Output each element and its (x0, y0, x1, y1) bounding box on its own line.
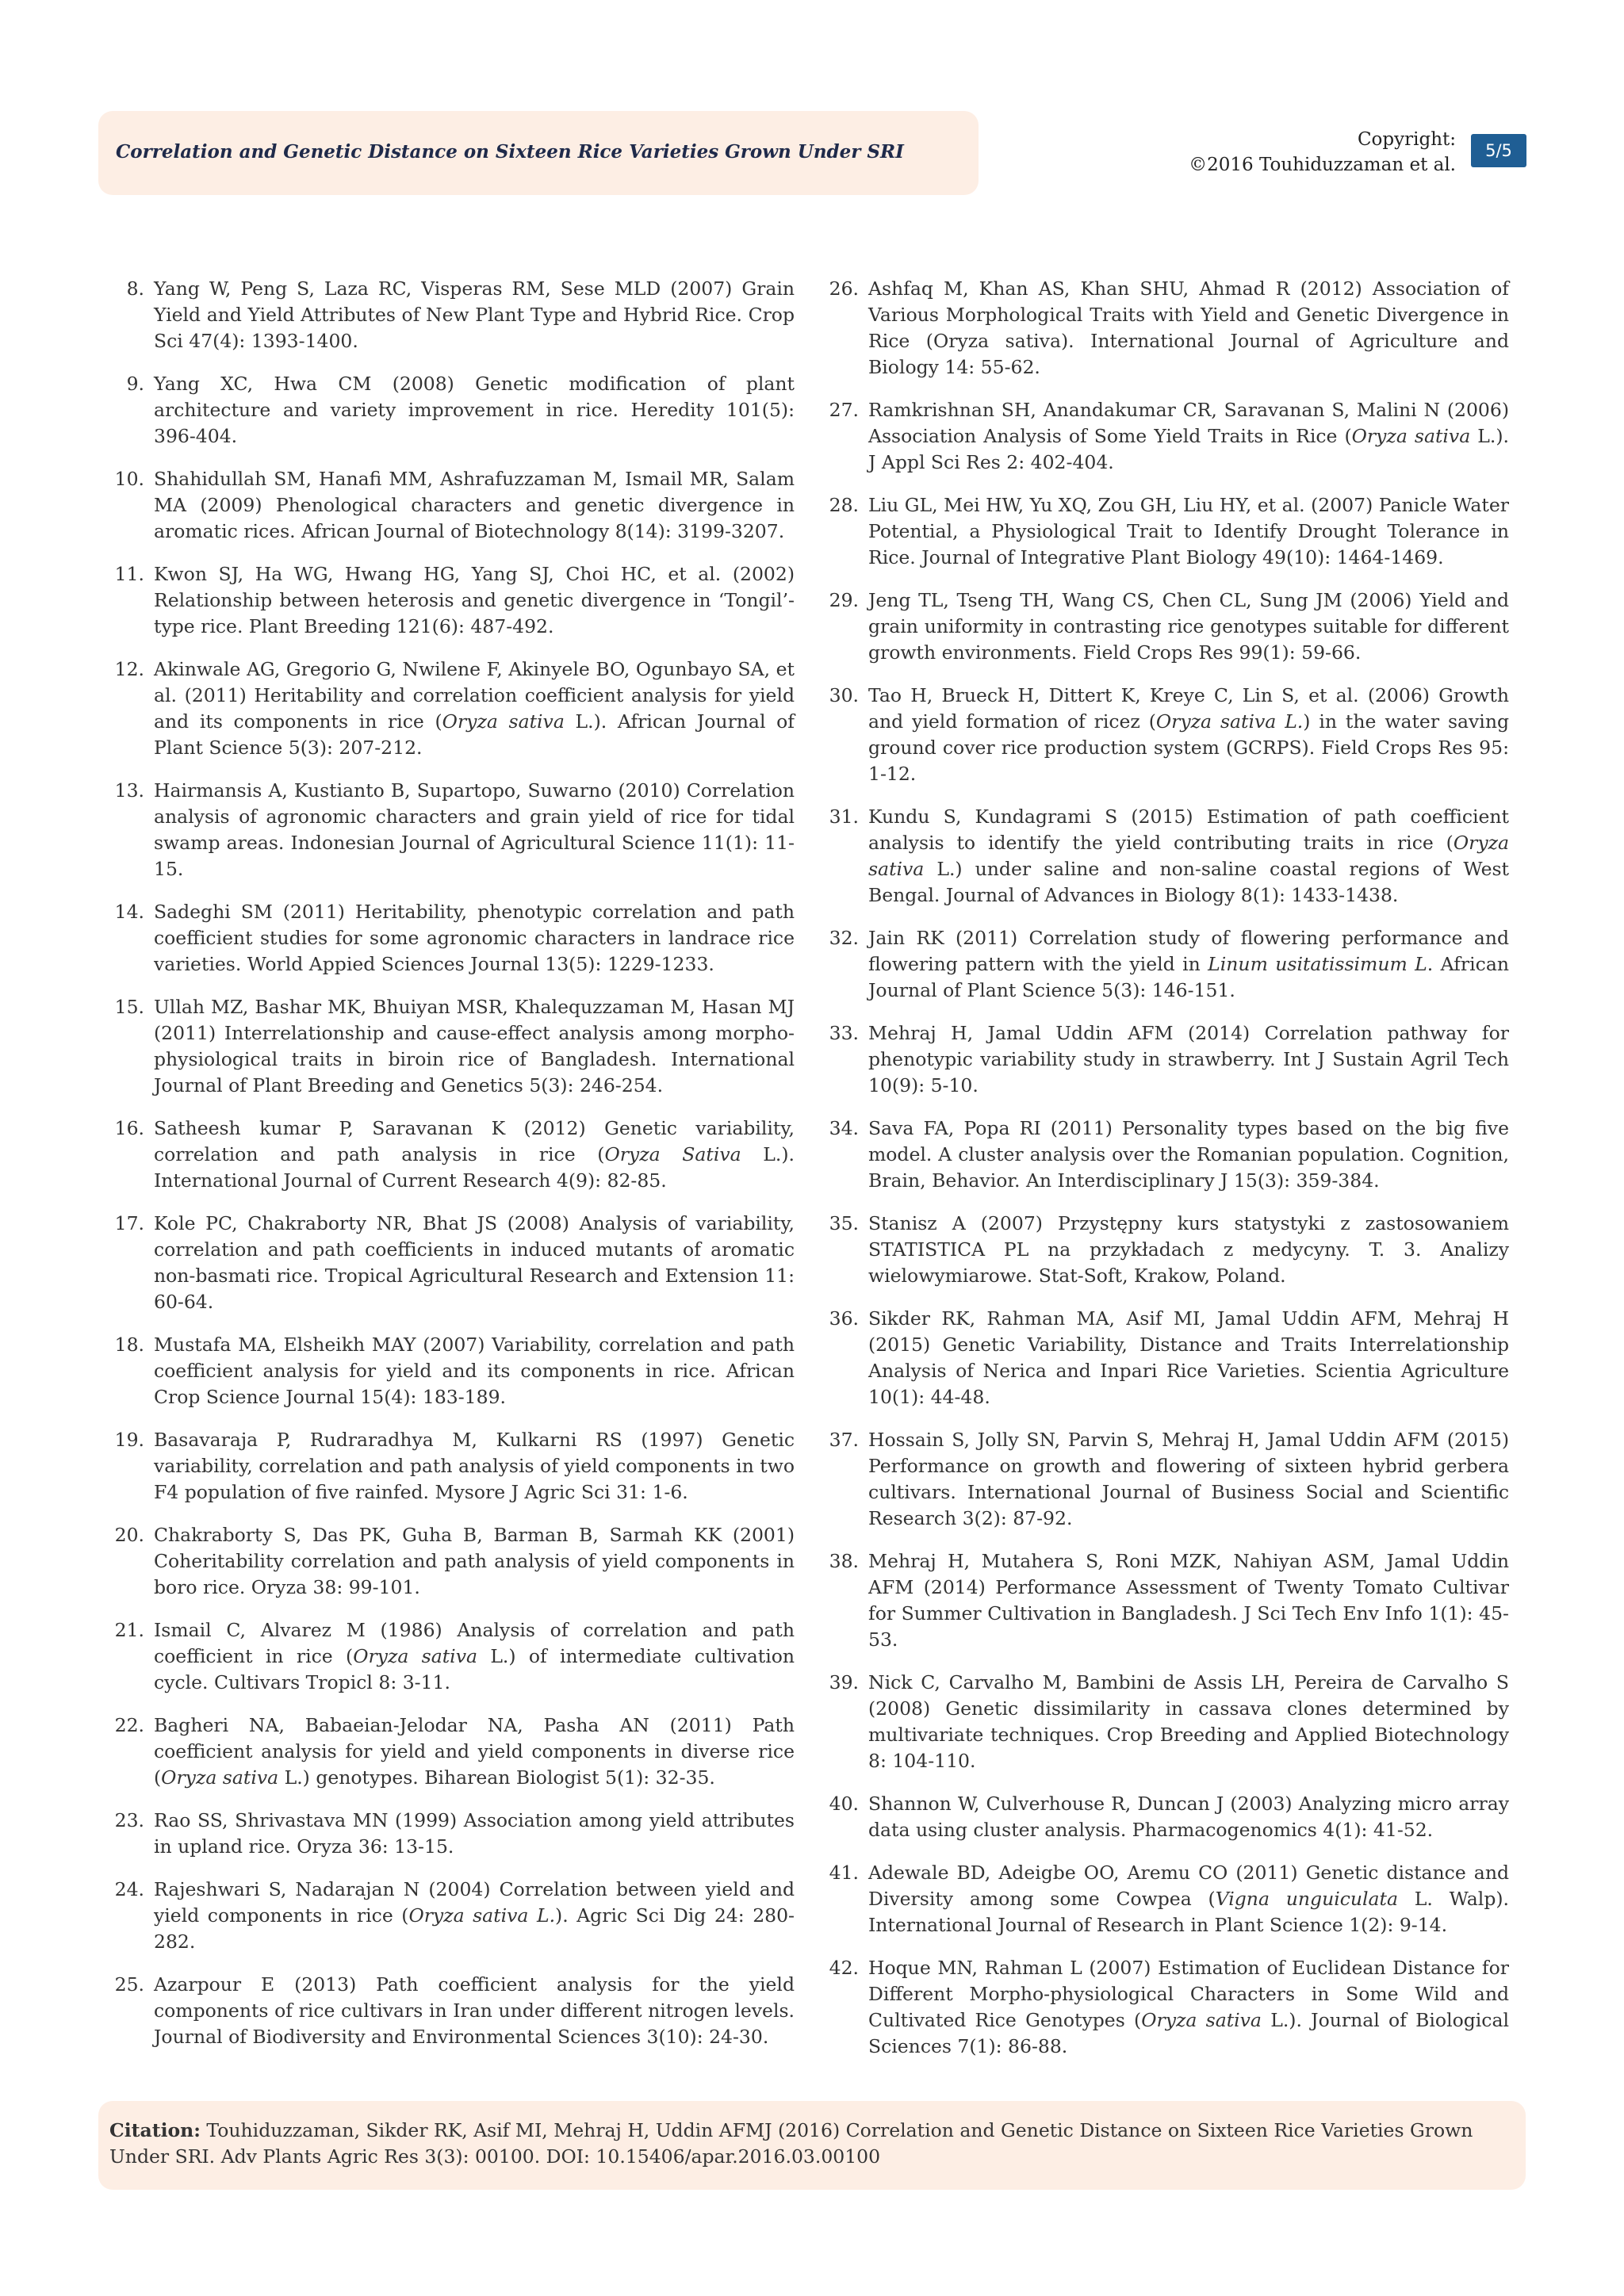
reference-text (154, 1617, 795, 1696)
reference-text-segment: ) in the water saving ground cover rice production system (GCRPS). Field Crops Res 95: 1-12. (868, 710, 1510, 785)
reference-text (154, 371, 795, 450)
reference-item (113, 899, 795, 978)
reference-text (154, 276, 795, 354)
reference-text (154, 1712, 795, 1791)
reference-text (868, 1427, 1509, 1532)
reference-number: 11. (114, 563, 144, 585)
reference-number: 42. (829, 1957, 859, 1979)
reference-text (154, 1427, 795, 1506)
reference-text (868, 1548, 1509, 1653)
reference-item (827, 1211, 1509, 1289)
reference-text (868, 492, 1509, 571)
reference-text (868, 1955, 1509, 2060)
reference-text (154, 1808, 795, 1860)
reference-text-segment: Kundu S, Kundagrami S (2015) Estimation of path coefficient analysis to identify the yield contributing traits in rice ( (868, 806, 1509, 854)
reference-item (827, 276, 1509, 381)
species-name: Oryza sativa (1351, 425, 1471, 447)
reference-text (154, 1211, 795, 1315)
reference-item (113, 371, 795, 450)
reference-number: 12. (114, 658, 144, 680)
reference-text (868, 276, 1509, 381)
copyright-label: Copyright: (1357, 129, 1456, 150)
reference-item (827, 1670, 1509, 1774)
reference-number: 19. (114, 1429, 144, 1451)
reference-number: 41. (829, 1862, 859, 1884)
reference-text-segment: L.) under saline and non-saline coastal regions of West Bengal. Journal of Advances in Biology 8(1): 1433-1438. (868, 858, 1509, 906)
reference-item (827, 1115, 1509, 1194)
reference-item (827, 1306, 1509, 1410)
reference-text (154, 994, 795, 1099)
reference-number: 23. (114, 1809, 144, 1831)
reference-item (113, 1877, 795, 1955)
reference-text (868, 1115, 1509, 1194)
reference-text (868, 925, 1509, 1004)
reference-item (113, 1712, 795, 1791)
reference-number: 37. (829, 1429, 859, 1451)
reference-text-segment: L.). J Appl Sci Res 2: 402-404. (868, 425, 1509, 473)
reference-text-segment: L.). Journal of Biological Sciences 7(1): 86-88. (868, 2009, 1509, 2057)
reference-text-segment: . African Journal of Plant Science 5(3): 146-151. (868, 953, 1509, 1001)
reference-text (868, 1670, 1509, 1774)
reference-item (827, 1548, 1509, 1653)
reference-text-segment: Azarpour E (2013) Path coefficient analysis for the yield components of rice cultivars in Iran under different nitrogen levels. Journal of Biodiversity and Environmental Sciences 3(10): 24-30. (154, 1973, 795, 2048)
reference-number: 13. (114, 779, 144, 802)
reference-text-segment: Mehraj H, Mutahera S, Roni MZK, Nahiyan ASM, Jamal Uddin AFM (2014) Performance Assessment of Twenty Tomato Cultivar for Summer Cultivation in Bangladesh. J Sci Tech Env Info 1(1): 45-53. (868, 1550, 1509, 1651)
reference-item (827, 683, 1509, 787)
reference-text-segment: Kwon SJ, Ha WG, Hwang HG, Yang SJ, Choi HC, et al. (2002) Relationship between heterosis and genetic divergence in ‘Tongil’-type rice. Plant Breeding 121(6): 487-492. (154, 563, 795, 637)
species-name: Oryza sativa (868, 832, 1509, 880)
reference-text (154, 899, 795, 978)
reference-text-segment: L.) of intermediate cultivation cycle. Cultivars Tropicl 8: 3-11. (154, 1645, 795, 1693)
reference-text (868, 1860, 1509, 1938)
reference-number: 36. (829, 1307, 859, 1330)
reference-item (827, 1791, 1509, 1843)
species-name: Oryza sativa (353, 1645, 477, 1667)
reference-text-segment: Hoque MN, Rahman L (2007) Estimation of Euclidean Distance for Different Morpho-physiological Characters in Some Wild and Cultivated Rice Genotypes ( (868, 1957, 1509, 2031)
species-name: Oryza sativa L. (408, 1904, 556, 1927)
reference-item (827, 1955, 1509, 2060)
reference-text-segment: Sikder RK, Rahman MA, Asif MI, Jamal Uddin AFM, Mehraj H (2015) Genetic Variability, Distance and Traits Interrelationship Analysis of Nerica and Inpari Rice Varieties. Scientia Agriculture 10(1): 44-48. (868, 1307, 1509, 1408)
reference-text-segment: Kole PC, Chakraborty NR, Bhat JS (2008) Analysis of variability, correlation and path coefficients in induced mutants of aromatic non-basmati rice. Tropical Agricultural Research and Extension 11: 60-64. (154, 1212, 795, 1313)
reference-text-segment: Hossain S, Jolly SN, Parvin S, Mehraj H, Jamal Uddin AFM (2015) Performance on growth and flowering of sixteen hybrid gerbera cultivars. International Journal of Business Social and Scientific Research 3(2): 87-92. (868, 1429, 1509, 1529)
species-name: Oryza sativa (1141, 2009, 1262, 2031)
citation-label: Citation: (109, 2119, 201, 2141)
reference-number: 32. (829, 927, 859, 949)
reference-number: 22. (114, 1714, 144, 1736)
reference-text-segment: Satheesh kumar P, Saravanan K (2012) Genetic variability, correlation and path analysis in rice ( (154, 1117, 795, 1165)
reference-number: 34. (829, 1117, 859, 1139)
reference-text-segment: Rao SS, Shrivastava MN (1999) Association among yield attributes in upland rice. Oryza 36: 13-15. (154, 1809, 795, 1858)
reference-text-segment: Ullah MZ, Bashar MK, Bhuiyan MSR, Khalequzzaman M, Hasan MJ (2011) Interrelationship and cause-effect analysis among morpho-physiological traits in biroin rice of Bangladesh. International Journal of Plant Breeding and Genetics 5(3): 246-254. (154, 996, 795, 1096)
reference-text-segment: Shannon W, Culverhouse R, Duncan J (2003) Analyzing micro array data using cluster analysis. Pharmacogenomics 4(1): 41-52. (868, 1793, 1509, 1841)
reference-text-segment: Hairmansis A, Kustianto B, Supartopo, Suwarno (2010) Correlation analysis of agronomic characters and grain yield of rice for tidal swamp areas. Indonesian Journal of Agricultural Science 11(1): 11-15. (154, 779, 795, 880)
reference-item (113, 1332, 795, 1410)
reference-number: 18. (114, 1334, 144, 1356)
reference-number: 8. (126, 277, 144, 300)
reference-number: 21. (114, 1619, 144, 1641)
reference-item (827, 1020, 1509, 1099)
reference-text (868, 587, 1509, 666)
reference-text (154, 561, 795, 640)
reference-text-segment: Chakraborty S, Das PK, Guha B, Barman B, Sarmah KK (2001) Coheritability correlation and path analysis of yield components in boro rice. Oryza 38: 99-101. (154, 1524, 795, 1598)
reference-item (113, 1972, 795, 2050)
reference-text-segment: Mustafa MA, Elsheikh MAY (2007) Variability, correlation and path coefficient analysis for yield and its components in rice. African Crop Science Journal 15(4): 183-189. (154, 1334, 795, 1408)
reference-number: 33. (829, 1022, 859, 1044)
copyright-block (1189, 127, 1456, 178)
reference-text (154, 778, 795, 882)
reference-number: 29. (829, 589, 859, 611)
reference-number: 16. (114, 1117, 144, 1139)
reference-text-segment: ). Agric Sci Dig 24: 280-282. (154, 1904, 795, 1953)
reference-text-segment: Adewale BD, Adeigbe OO, Aremu CO (2011) Genetic distance and Diversity among some Cowpea ( (868, 1862, 1509, 1910)
citation-box (98, 2101, 1526, 2190)
reference-item (113, 1808, 795, 1860)
header-banner (98, 111, 979, 195)
references-right-column (827, 276, 1509, 2076)
reference-item (827, 804, 1509, 909)
running-title: Correlation and Genetic Distance on Sixteen Rice Varieties Grown Under SRI (116, 141, 904, 163)
reference-item (827, 1427, 1509, 1532)
reference-item (113, 1427, 795, 1506)
reference-item (113, 1522, 795, 1601)
reference-text-segment: L. Walp). International Journal of Research in Plant Science 1(2): 9-14. (868, 1888, 1509, 1936)
reference-item (827, 397, 1509, 476)
species-name: Oryza Sativa (604, 1143, 741, 1165)
reference-item (113, 994, 795, 1099)
reference-text (154, 466, 795, 545)
reference-text-segment: Ramkrishnan SH, Anandakumar CR, Saravanan S, Malini N (2006) Association Analysis of Some Yield Traits in Rice ( (868, 399, 1509, 447)
reference-item (827, 492, 1509, 571)
reference-text (154, 1972, 795, 2050)
species-name: Oryza sativa L. (1155, 710, 1304, 733)
reference-item (113, 656, 795, 761)
reference-item (113, 276, 795, 354)
reference-text-segment: Tao H, Brueck H, Dittert K, Kreye C, Lin S, et al. (2006) Growth and yield formation of ricez ( (868, 684, 1509, 733)
reference-number: 27. (829, 399, 859, 421)
reference-number: 17. (114, 1212, 144, 1234)
reference-item (827, 925, 1509, 1004)
reference-item (827, 1860, 1509, 1938)
reference-text-segment: Mehraj H, Jamal Uddin AFM (2014) Correlation pathway for phenotypic variability study in strawberry. Int J Sustain Agril Tech 10(9): 5-10. (868, 1022, 1509, 1096)
reference-text (154, 1877, 795, 1955)
species-name: Oryza sativa (442, 710, 565, 733)
reference-number: 20. (114, 1524, 144, 1546)
reference-text-segment: L.) genotypes. Biharean Biologist 5(1): 32-35. (278, 1766, 715, 1789)
reference-number: 10. (114, 468, 144, 490)
reference-text-segment: Liu GL, Mei HW, Yu XQ, Zou GH, Liu HY, et al. (2007) Panicle Water Potential, a Physiological Trait to Identify Drought Tolerance in Rice. Journal of Integrative Plant Biology 49(10): 1464-1469. (868, 494, 1509, 568)
reference-text-segment: Sadeghi SM (2011) Heritability, phenotypic correlation and path coefficient studies for some agronomic characters in landrace rice varieties. World Appied Sciences Journal 13(5): 1229-1233. (154, 901, 795, 975)
reference-number: 15. (114, 996, 144, 1018)
reference-text (868, 1211, 1509, 1289)
reference-text-segment: Ashfaq M, Khan AS, Khan SHU, Ahmad R (2012) Association of Various Morphological Traits with Yield and Genetic Divergence in Rice (Oryza sativa). International Journal of Agriculture and Biology 14: 55-62. (868, 277, 1509, 378)
reference-text-segment: Akinwale AG, Gregorio G, Nwilene F, Akinyele BO, Ogunbayo SA, et al. (2011) Heritability and correlation coefficient analysis for yield and its components in rice ( (154, 658, 795, 733)
reference-item (113, 1115, 795, 1194)
reference-text-segment: Basavaraja P, Rudraradhya M, Kulkarni RS (1997) Genetic variability, correlation and path analysis of yield components in two F4 population of five rainfed. Mysore J Agric Sci 31: 1-6. (154, 1429, 795, 1503)
references-left-column (113, 276, 795, 2067)
species-name: Vigna unguiculata (1215, 1888, 1398, 1910)
reference-number: 30. (829, 684, 859, 706)
reference-text (154, 1522, 795, 1601)
reference-text-segment: Jeng TL, Tseng TH, Wang CS, Chen CL, Sung JM (2006) Yield and grain uniformity in contrasting rice genotypes suitable for different growth environments. Field Crops Res 99(1): 59-66. (868, 589, 1509, 664)
reference-number: 26. (829, 277, 859, 300)
reference-text (868, 1791, 1509, 1843)
reference-item (827, 587, 1509, 666)
reference-text (154, 656, 795, 761)
reference-item (113, 778, 795, 882)
copyright-text: ©2016 Touhiduzzaman et al. (1189, 155, 1456, 175)
reference-text-segment: Bagheri NA, Babaeian-Jelodar NA, Pasha AN (2011) Path coefficient analysis for yield and yield components in diverse rice ( (154, 1714, 795, 1789)
reference-item (113, 466, 795, 545)
reference-number: 38. (829, 1550, 859, 1572)
species-name: Linum usitatissimum L (1208, 953, 1427, 975)
reference-text-segment: Yang XC, Hwa CM (2008) Genetic modification of plant architecture and variety improvement in rice. Heredity 101(5): 396-404. (154, 373, 795, 447)
reference-text-segment: Rajeshwari S, Nadarajan N (2004) Correlation between yield and yield components in rice ( (154, 1878, 795, 1927)
reference-number: 28. (829, 494, 859, 516)
reference-number: 25. (114, 1973, 144, 1996)
reference-text-segment: Ismail C, Alvarez M (1986) Analysis of correlation and path coefficient in rice ( (154, 1619, 795, 1667)
reference-text-segment: Sava FA, Popa RI (2011) Personality types based on the big five model. A cluster analysis over the Romanian population. Cognition, Brain, Behavior. An Interdisciplinary J 15(3): 359-384. (868, 1117, 1509, 1192)
reference-text-segment: L.). African Journal of Plant Science 5(3): 207-212. (154, 710, 795, 759)
reference-text-segment: Stanisz A (2007) Przystępny kurs statystyki z zastosowaniem STATISTICA PL na przykładach z medycyny. T. 3. Analizy wielowymiarowe. Stat-Soft, Krakow, Poland. (868, 1212, 1509, 1287)
reference-number: 9. (126, 373, 144, 395)
reference-text (868, 397, 1509, 476)
reference-text (154, 1332, 795, 1410)
reference-text (154, 1115, 795, 1194)
reference-number: 14. (114, 901, 144, 923)
reference-item (113, 1617, 795, 1696)
page-number-badge: 5/5 (1471, 134, 1526, 167)
reference-item (113, 1211, 795, 1315)
reference-text-segment: Nick C, Carvalho M, Bambini de Assis LH, Pereira de Carvalho S (2008) Genetic dissimilarity in cassava clones determined by multivariate techniques. Crop Breeding and Applied Biotechnology 8: 104-110. (868, 1671, 1509, 1772)
reference-number: 24. (114, 1878, 144, 1900)
reference-text (868, 1306, 1509, 1410)
species-name: Oryza sativa (161, 1766, 279, 1789)
reference-text (868, 1020, 1509, 1099)
citation-text: Touhiduzzaman, Sikder RK, Asif MI, Mehraj H, Uddin AFMJ (2016) Correlation and Genetic Distance on Sixteen Rice Varieties Grown Under SRI. Adv Plants Agric Res 3(3): 00100. DOI: 10.15406/apar.2016.03.00100 (109, 2119, 1473, 2168)
reference-text-segment: Jain RK (2011) Correlation study of flowering performance and flowering pattern with the yield in (868, 927, 1509, 975)
reference-text-segment: L.). International Journal of Current Research 4(9): 82-85. (154, 1143, 795, 1192)
reference-text (868, 804, 1509, 909)
reference-text (868, 683, 1509, 787)
reference-text-segment: Shahidullah SM, Hanafi MM, Ashrafuzzaman M, Ismail MR, Salam MA (2009) Phenological characters and genetic divergence in aromatic rices. African Journal of Biotechnology 8(14): 3199-3207. (154, 468, 795, 542)
reference-number: 39. (829, 1671, 859, 1693)
reference-number: 35. (829, 1212, 859, 1234)
reference-text-segment: Yang W, Peng S, Laza RC, Visperas RM, Sese MLD (2007) Grain Yield and Yield Attributes of New Plant Type and Hybrid Rice. Crop Sci 47(4): 1393-1400. (154, 277, 795, 352)
reference-number: 31. (829, 806, 859, 828)
reference-number: 40. (829, 1793, 859, 1815)
reference-item (113, 561, 795, 640)
